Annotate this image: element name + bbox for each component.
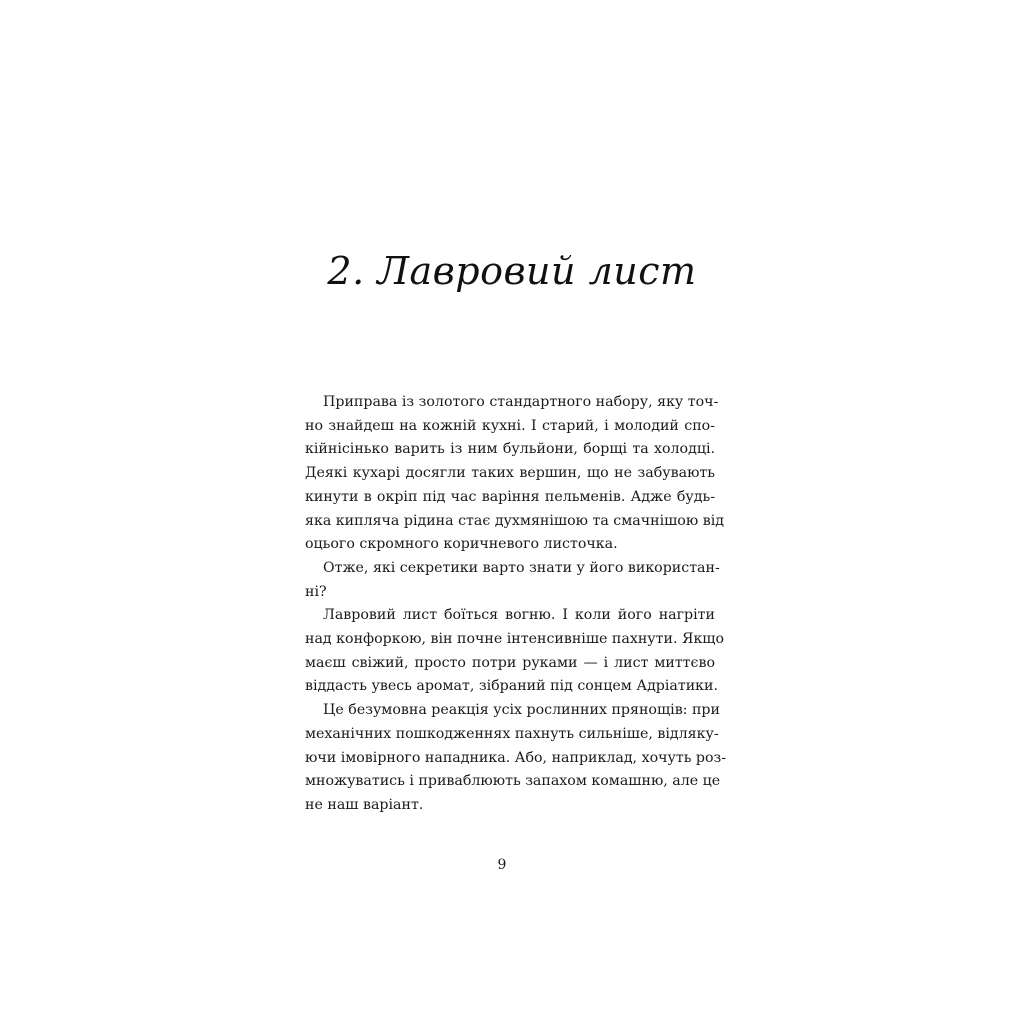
text-line: ні?	[305, 583, 327, 600]
text-line: Лавровий лист боїться вогню. І коли його нагріти	[323, 607, 715, 624]
text-line: механічних пошкодженнях пахнуть сильніше, відляку-	[305, 725, 719, 742]
text-line: Це безумовна реакція усіх рослинних прянощів: при	[323, 702, 720, 719]
text-line: оцього скромного коричневого листочка.	[305, 536, 618, 553]
text-line: яка кипляча рідина стає духмянішою та смачнішою від	[305, 512, 724, 529]
text-line: Отже, які секретики варто знати у його використан-	[323, 559, 720, 576]
text-line: маєш свіжий, просто потри руками — і лист миттєво	[305, 654, 715, 671]
page-number: 9	[497, 857, 507, 873]
chapter-title: 2. Лавровий лист	[327, 249, 697, 293]
text-line: не наш варіант.	[305, 796, 424, 813]
text-line: кинути в окріп під час варіння пельменів. Адже будь-	[305, 488, 715, 505]
text-line: над конфоркою, він почне інтенсивніше пахнути. Якщо	[305, 631, 725, 648]
body-text	[305, 391, 727, 818]
text-line: віддасть увесь аромат, зібраний під сонцем Адріатики.	[305, 678, 719, 695]
text-line: ючи імовірного нападника. Або, наприклад, хочуть роз-	[305, 749, 727, 766]
text-line: кійнісінько варить із ним бульйони, борщі та холодці.	[305, 441, 715, 458]
text-line: Приправа із золотого стандартного набору, яку точ-	[323, 394, 719, 410]
text-line: Деякі кухарі досягли таких вершин, що не забувають	[305, 465, 715, 482]
text-line: множуватись і приваблюють запахом комашню, але це	[305, 773, 721, 790]
text-line: но знайдеш на кожній кухні. І старий, і молодий спо-	[305, 417, 715, 434]
